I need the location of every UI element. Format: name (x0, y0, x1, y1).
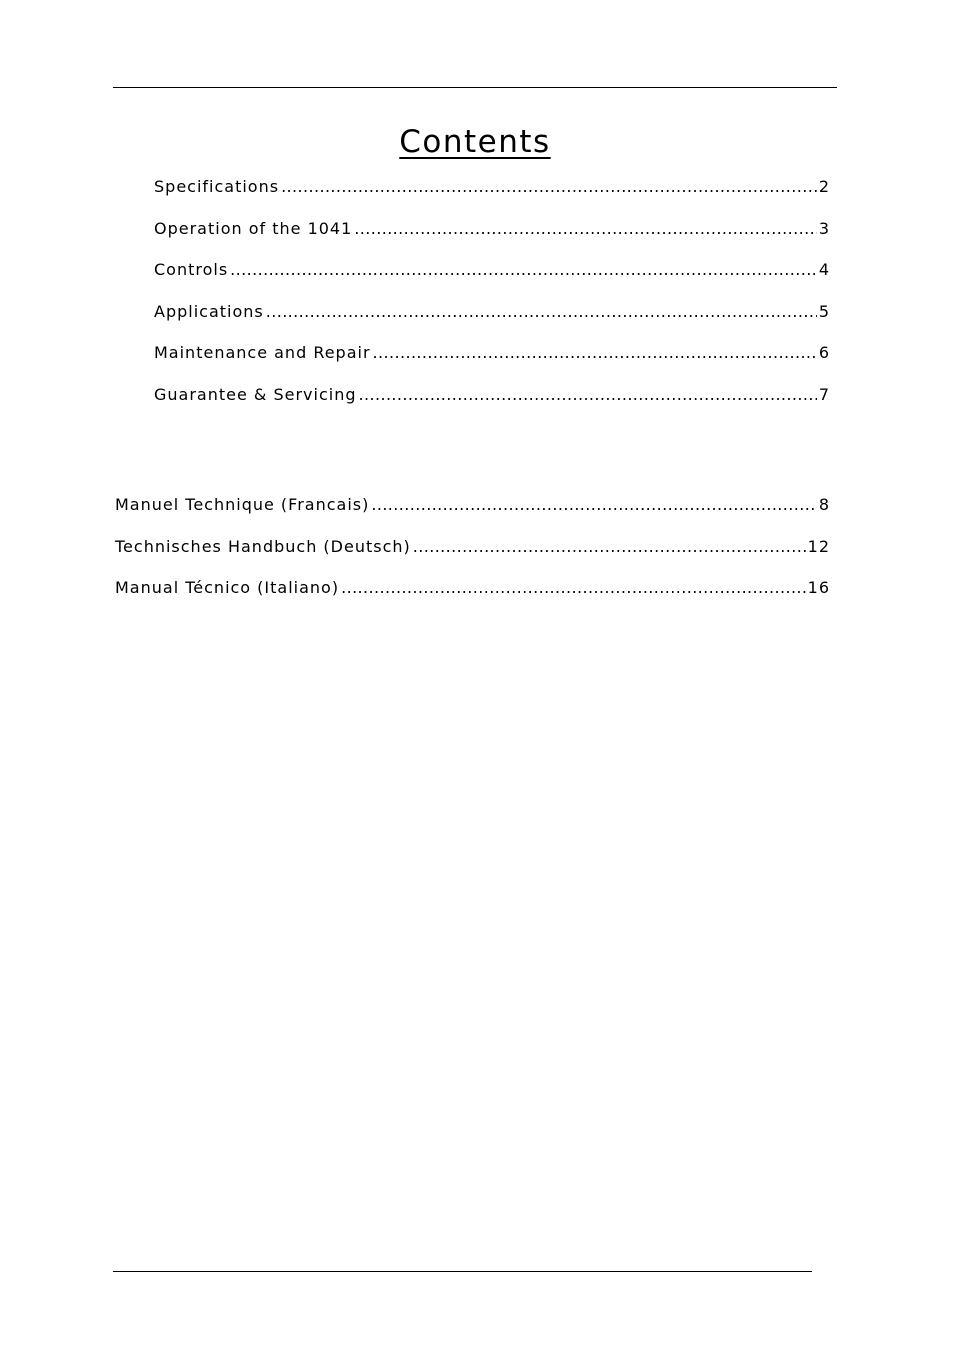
toc-entry-deutsch[interactable] (115, 536, 830, 578)
toc-entry-label: Guarantee & Servicing (154, 384, 357, 404)
dot-leader (359, 384, 817, 406)
toc-entry-label: Technisches Handbuch (Deutsch) (115, 536, 411, 556)
page-title-text: Contents (399, 124, 551, 160)
toc-entry-label: Manual Técnico (Italiano) (115, 578, 340, 597)
toc-entry-italiano[interactable] (115, 577, 830, 619)
toc-entry-francais[interactable] (115, 494, 830, 536)
dot-leader (354, 218, 817, 240)
toc-entry-page: 12 (807, 536, 830, 556)
toc-entry-guarantee[interactable] (154, 384, 830, 426)
toc-entry-page: 3 (818, 218, 830, 238)
dot-leader (230, 259, 817, 281)
toc-entry-controls[interactable] (154, 259, 830, 301)
dot-leader (413, 536, 806, 558)
toc-entry-page: 2 (818, 177, 830, 196)
toc-entry-label: Specifications (154, 177, 280, 196)
toc-language-list (115, 494, 830, 619)
toc-entry-label: Maintenance and Repair (154, 343, 371, 362)
toc-main-list (154, 176, 830, 425)
toc-entry-maintenance[interactable] (154, 342, 830, 384)
toc-entry-page: 8 (818, 495, 830, 514)
toc-entry-page: 7 (818, 384, 830, 404)
dot-leader (371, 494, 816, 516)
dot-leader (373, 342, 817, 364)
dot-leader (266, 301, 817, 323)
toc-entry-label: Manuel Technique (Francais) (115, 495, 370, 514)
footer-rule (113, 1271, 812, 1272)
toc-entry-page: 6 (818, 343, 830, 362)
toc-entry-label: Controls (154, 260, 229, 279)
header-rule (113, 87, 837, 88)
toc-entry-page: 5 (818, 301, 830, 321)
toc-entry-page: 4 (818, 260, 830, 279)
toc-entry-label: Applications (154, 301, 264, 321)
toc-entry-page: 16 (807, 578, 830, 597)
toc-entry-specifications[interactable] (154, 176, 830, 218)
dot-leader (281, 176, 817, 198)
toc-entry-operation[interactable] (154, 218, 830, 260)
toc-entry-label: Operation of the 1041 (154, 218, 353, 238)
toc-entry-applications[interactable] (154, 301, 830, 343)
page-title (0, 122, 950, 162)
dot-leader (341, 577, 806, 599)
